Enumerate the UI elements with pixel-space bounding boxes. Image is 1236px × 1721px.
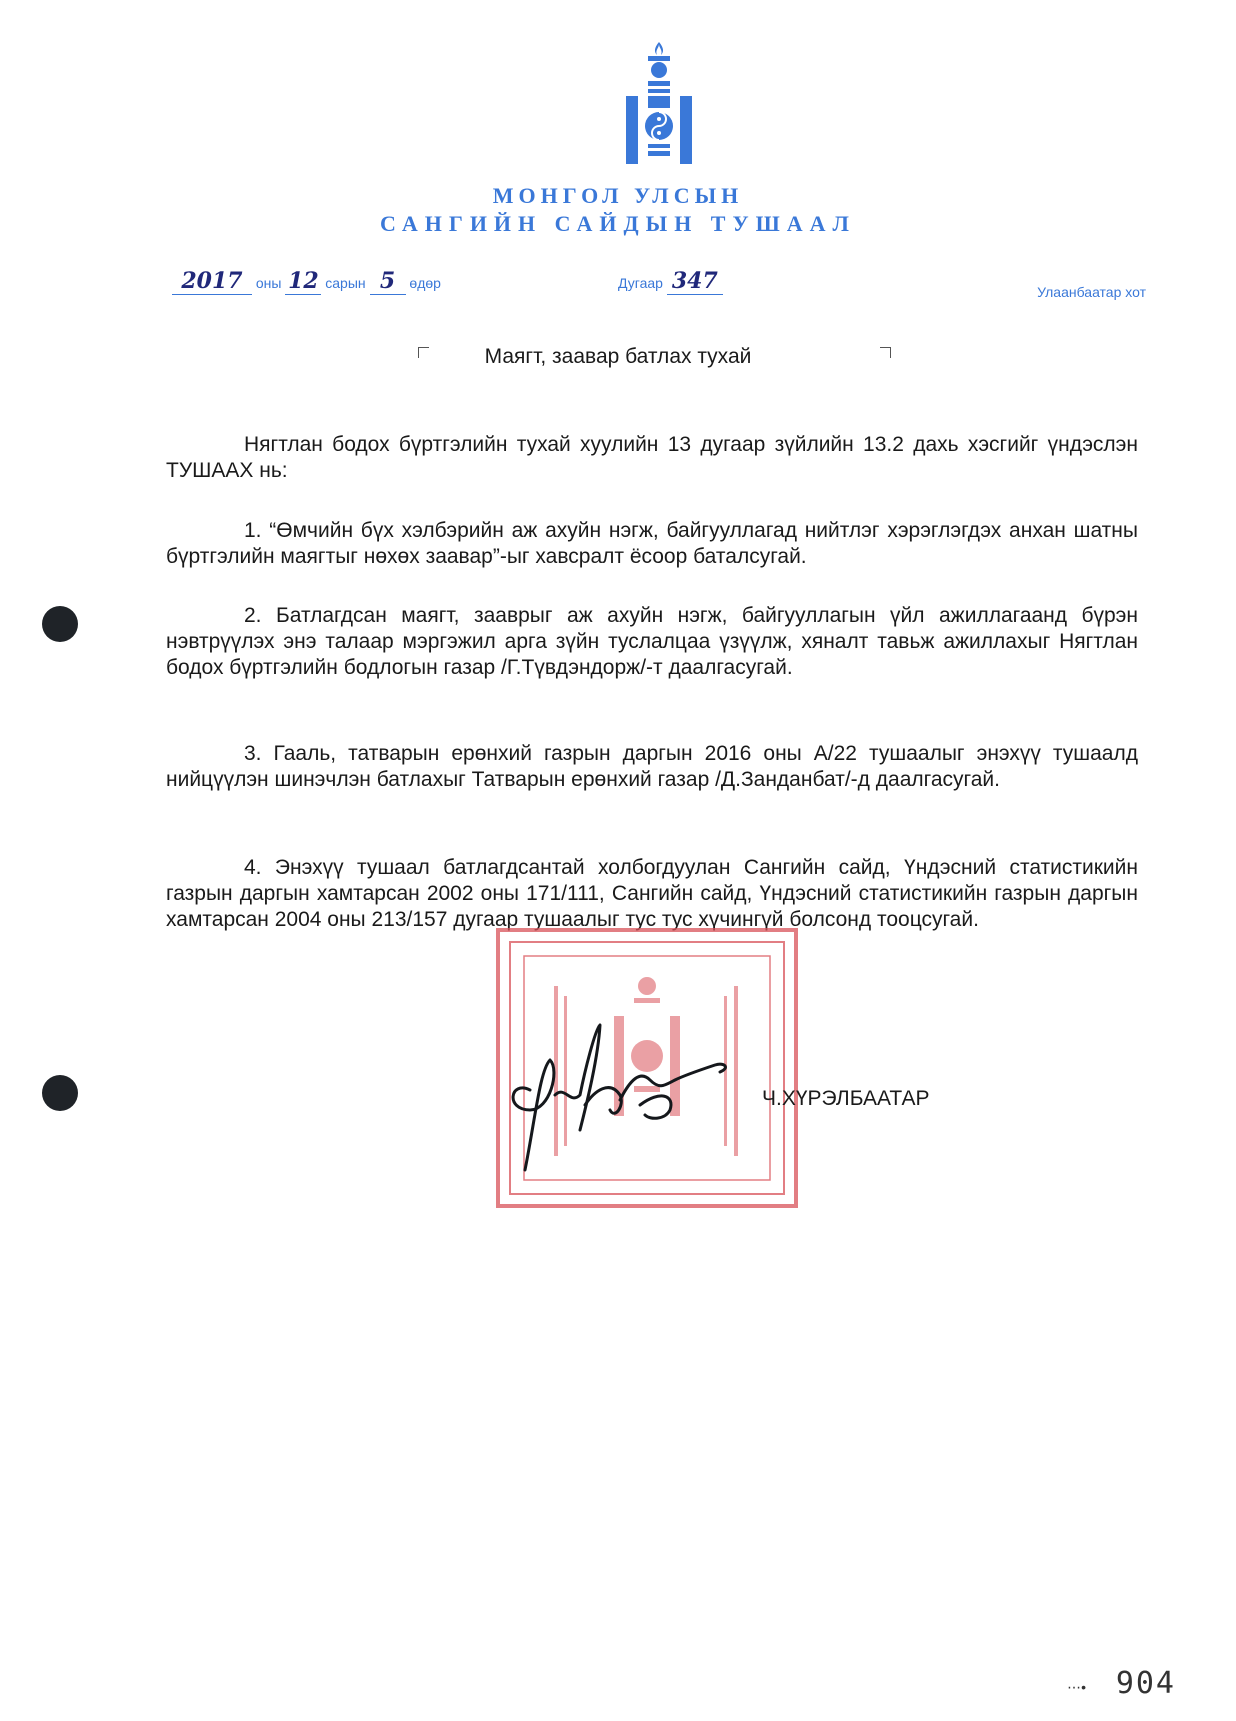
- paragraph-item-4: 4. Энэхүү тушаал батлагдсантай холбогдуулан Сангийн сайд, Үндэсний статистикийн газрын даргын хамтарсан 2002 оны 171/111, Сангийн сайд, Үндэсний статистикийн газрын даргын хамтарсан 2004 оны 213/157 дугаар тушаалыг тус тус хүчингүй болсонд тооцсугай.: [166, 856, 1138, 931]
- paragraph-preamble: Нягтлан бодох бүртгэлийн тухай хуулийн 13 дугаар зүйлийн 13.2 дахь хэсгийг үндэслэн ТУШААХ нь:: [166, 433, 1138, 482]
- city: Улаанбаатар хот: [1037, 284, 1146, 300]
- punch-hole: [42, 1075, 78, 1111]
- order-number-value: 347: [667, 268, 723, 295]
- date-year-label: оны: [255, 275, 282, 291]
- date-year: 2017: [172, 268, 252, 295]
- punch-hole: [42, 606, 78, 642]
- soyombo-emblem: [624, 40, 694, 168]
- date-month: 12: [285, 268, 321, 295]
- date-day-label: өдөр: [409, 275, 441, 291]
- order-number: [618, 268, 723, 295]
- order-number-label: Дугаар: [618, 275, 663, 291]
- paragraph-item-1: 1. “Өмчийн бүх хэлбэрийн аж ахуйн нэгж, байгууллагад нийтлэг хэрэглэгдэх анхан шатны бүртгэлийн маягтыг нөхөх заавар”-ыг хавсралт ёсоор баталсугай.: [166, 519, 1138, 568]
- header-line-2: САНГИЙН САЙДЫН ТУШААЛ: [380, 211, 856, 236]
- document-title: Маягт, заавар батлах тухай: [484, 345, 752, 368]
- paragraph-item-2: 2. Батлагдсан маягт, зааврыг аж ахуйн нэгж, байгууллагын үйл ажиллагаанд бүрэн нэвтрүүлэх энэ талаар мэргэжил арга зүйн туслалцаа үзүүлж, хяналт тавьж ажиллахыг Нягтлан бодох бүртгэлийн бодлогын газар /Г.Түвдэндорж/-т даалгасугай.: [166, 604, 1138, 679]
- header-line-1: МОНГОЛ УЛСЫН: [492, 183, 744, 208]
- page-number: 904: [1115, 1666, 1176, 1701]
- scan-marks: ⋯•: [1067, 1679, 1086, 1695]
- signature: [500, 1010, 740, 1180]
- date-day: 5: [370, 268, 406, 295]
- date-line: [172, 268, 441, 295]
- date-month-label: сарын: [325, 275, 366, 291]
- signer-name: Ч.ХҮРЭЛБААТАР: [762, 1087, 930, 1110]
- paragraph-item-3: 3. Гааль, татварын ерөнхий газрын даргын 2016 оны А/22 тушаалыг энэхүү тушаалд нийцүүлэн шинэчлэн батлахыг Татварын ерөнхий газар /Д.Занданбат/-д даалгасугай.: [166, 742, 1138, 791]
